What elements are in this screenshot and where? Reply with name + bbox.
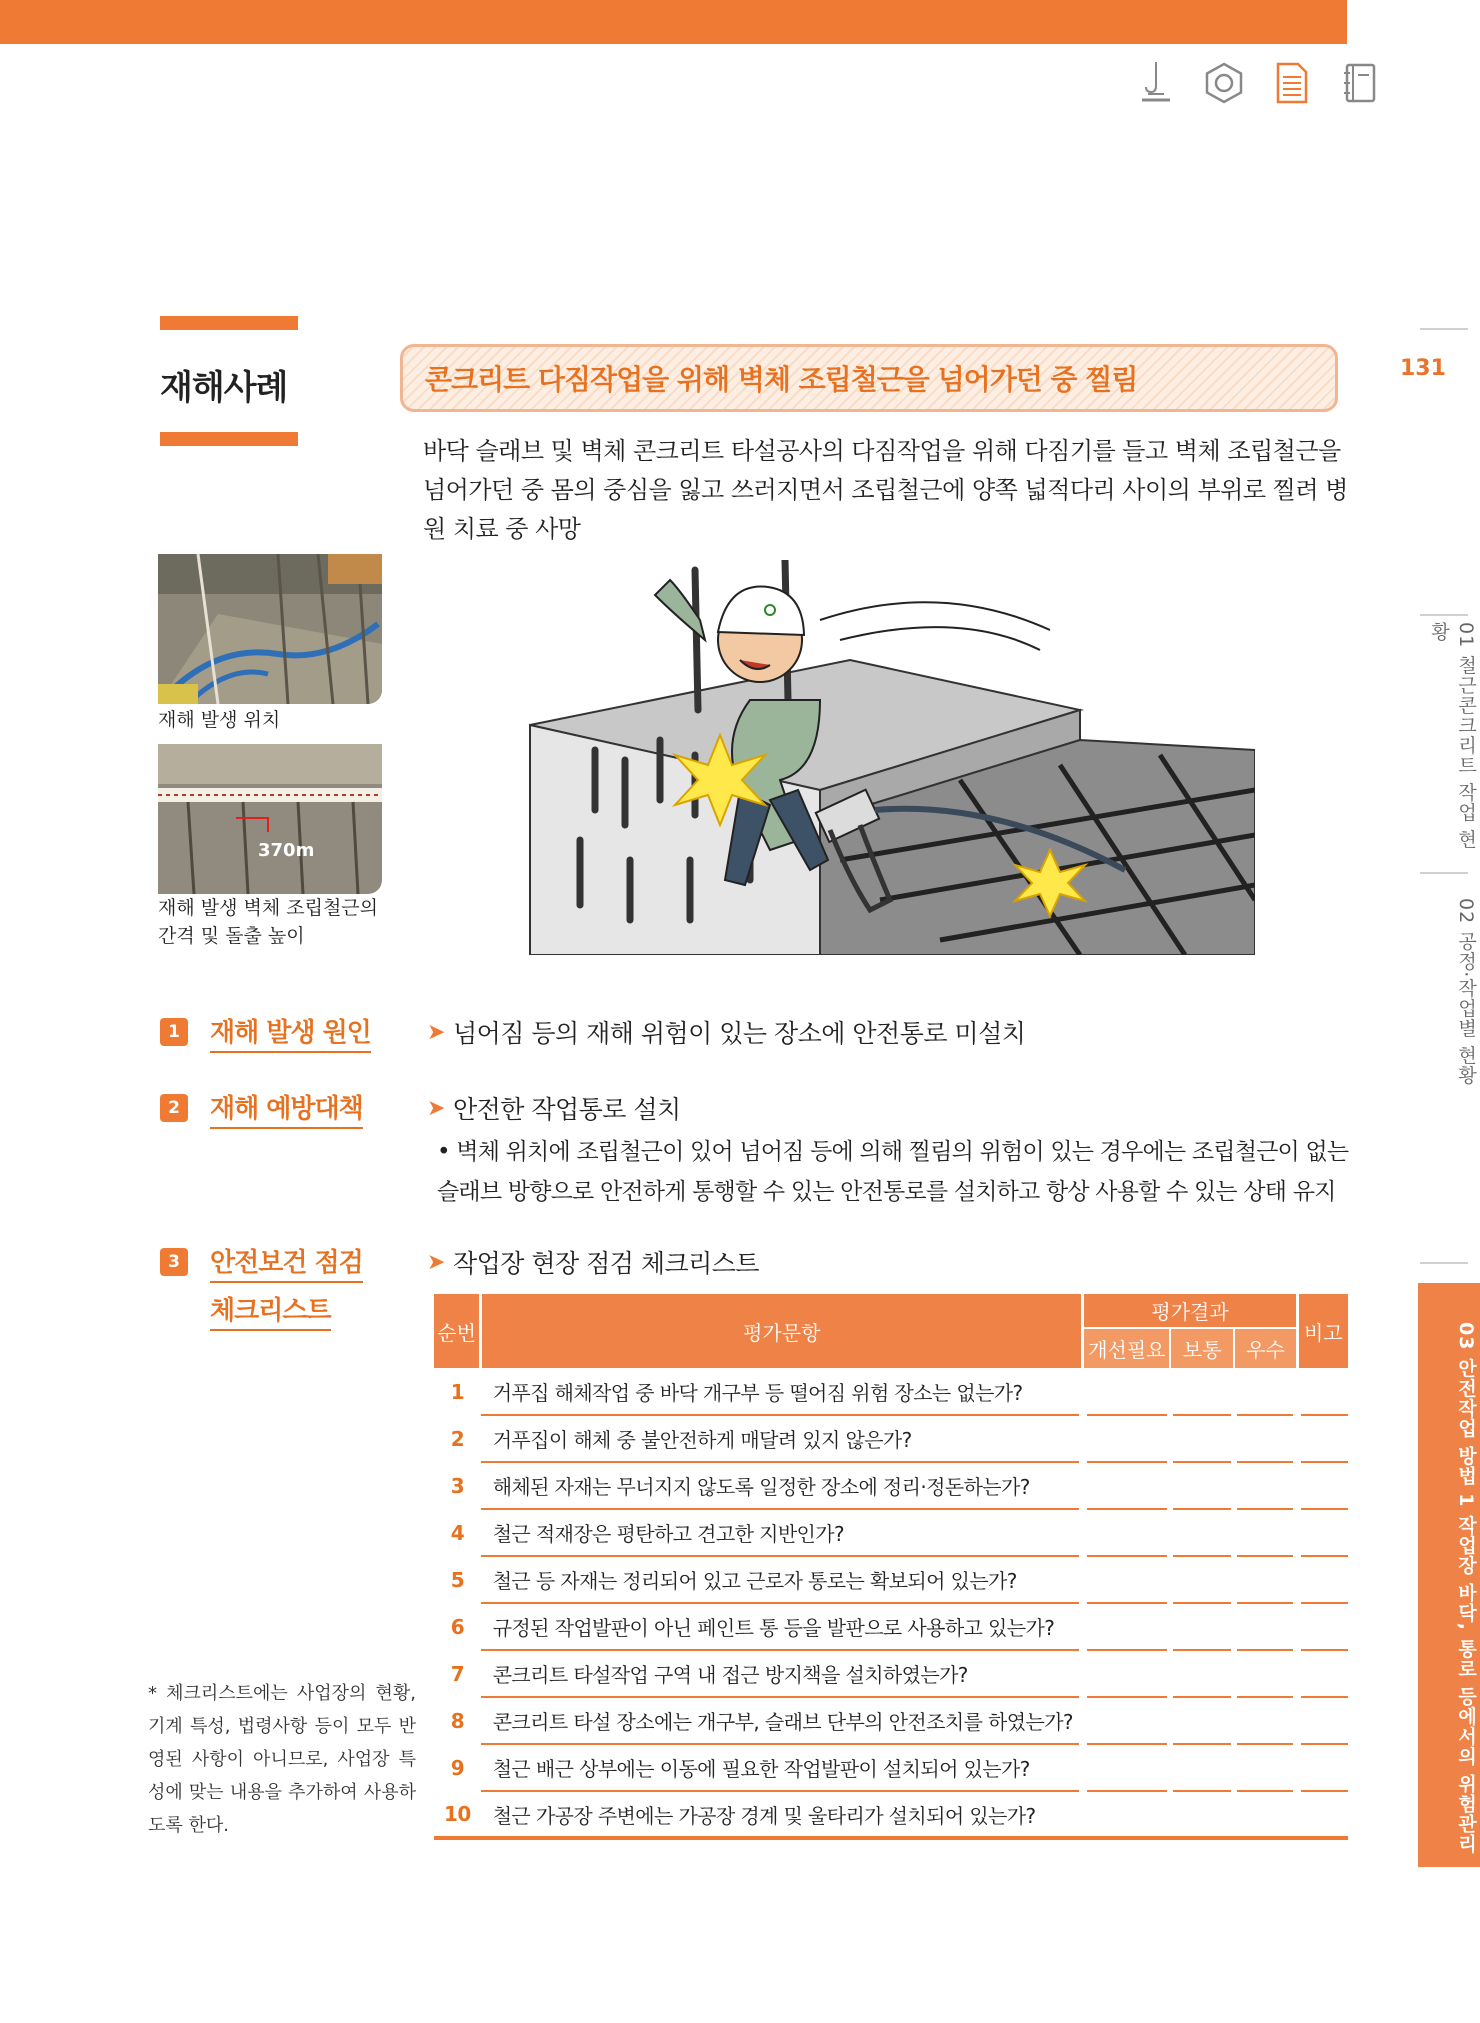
checkbox-needs-improvement[interactable] — [1083, 1791, 1170, 1838]
header-result: 평가결과 — [1083, 1294, 1297, 1328]
row-number: 7 — [450, 1661, 465, 1686]
row-question: 해체된 자재는 무너지지 않도록 일정한 장소에 정리·정돈하는가? — [481, 1462, 1083, 1509]
checkbox-good[interactable] — [1234, 1697, 1297, 1744]
accident-illustration — [520, 560, 1255, 955]
checkbox-normal[interactable] — [1170, 1650, 1234, 1697]
checkbox-needs-improvement[interactable] — [1083, 1509, 1170, 1556]
row-number: 10 — [434, 1791, 481, 1838]
remark-cell[interactable] — [1297, 1603, 1348, 1650]
document-icon — [1269, 60, 1315, 106]
chevron-right-icon: ➤ — [427, 1095, 445, 1121]
checkbox-good[interactable] — [1234, 1462, 1297, 1509]
checkbox-normal[interactable] — [1170, 1791, 1234, 1838]
section-number-1: 1 — [160, 1018, 188, 1046]
header-good: 우수 — [1234, 1328, 1297, 1368]
chevron-right-icon: ➤ — [427, 1019, 445, 1045]
section-label-checklist-line2: 체크리스트 — [210, 1290, 331, 1331]
page-number: 131 — [1400, 356, 1446, 381]
title-bar-top — [160, 316, 298, 330]
checkbox-needs-improvement[interactable] — [1083, 1368, 1170, 1415]
prevention-text: 안전한 작업통로 설치 — [452, 1095, 681, 1124]
headline-box — [400, 344, 1338, 412]
table-row — [434, 1415, 1348, 1462]
checkbox-normal[interactable] — [1170, 1603, 1234, 1650]
measurement-label: 370m — [258, 840, 315, 861]
header-icon-group — [1133, 60, 1383, 106]
row-number: 4 — [450, 1520, 465, 1545]
remark-cell[interactable] — [1297, 1744, 1348, 1791]
row-number: 1 — [450, 1379, 465, 1404]
prevention-bullet-text: 벽체 위치에 조립철근이 있어 넘어짐 등에 의해 찔림의 위험이 있는 경우에는 조립철근이 없는 슬래브 방향으로 안전하게 통행할 수 있는 안전통로를 설치하고 항상 사용할 수 있는 상태 유지 — [437, 1139, 1349, 1205]
checkbox-good[interactable] — [1234, 1415, 1297, 1462]
row-number: 2 — [450, 1426, 465, 1451]
prevention-line — [427, 1090, 681, 1126]
header-normal: 보통 — [1170, 1328, 1234, 1368]
photo-caption: 재해 발생 위치 — [158, 709, 281, 731]
table-row — [434, 1791, 1348, 1838]
notebook-icon — [1337, 60, 1383, 106]
top-accent-bar — [0, 0, 1347, 44]
side-tab-01[interactable]: 01 철근콘크리트 작업 현황 — [1428, 622, 1477, 850]
checkbox-good[interactable] — [1234, 1650, 1297, 1697]
chevron-right-icon: ➤ — [427, 1249, 445, 1275]
remark-cell[interactable] — [1297, 1368, 1348, 1415]
checkbox-normal[interactable] — [1170, 1697, 1234, 1744]
hex-nut-icon — [1201, 60, 1247, 106]
section-label-checklist-line1: 안전보건 점검 — [210, 1242, 363, 1283]
row-number: 3 — [450, 1473, 465, 1498]
row-question: 철근 등 자재는 정리되어 있고 근로자 통로는 확보되어 있는가? — [481, 1556, 1083, 1603]
table-row — [434, 1509, 1348, 1556]
side-divider — [1420, 872, 1468, 874]
photo-caption: 재해 발생 벽체 조립철근의 간격 및 돌출 높이 — [158, 897, 379, 947]
remark-cell[interactable] — [1297, 1509, 1348, 1556]
checkbox-normal[interactable] — [1170, 1509, 1234, 1556]
row-question: 철근 적재장은 평탄하고 견고한 지반인가? — [481, 1509, 1083, 1556]
checkbox-good[interactable] — [1234, 1603, 1297, 1650]
remark-cell[interactable] — [1297, 1697, 1348, 1744]
remark-cell[interactable] — [1297, 1462, 1348, 1509]
row-question: 콘크리트 타설 장소에는 개구부, 슬래브 단부의 안전조치를 하였는가? — [481, 1697, 1083, 1744]
checkbox-needs-improvement[interactable] — [1083, 1556, 1170, 1603]
checkbox-needs-improvement[interactable] — [1083, 1744, 1170, 1791]
accident-location-photo — [158, 554, 382, 704]
table-row — [434, 1744, 1348, 1791]
prevention-bullet — [437, 1132, 1357, 1212]
header-num: 순번 — [434, 1294, 481, 1368]
section-number-2: 2 — [160, 1094, 188, 1122]
rebar-spacing-photo — [158, 744, 382, 894]
section-label-prevention: 재해 예방대책 — [210, 1088, 363, 1129]
row-question: 규정된 작업발판이 아닌 페인트 통 등을 발판으로 사용하고 있는가? — [481, 1603, 1083, 1650]
remark-cell[interactable] — [1297, 1556, 1348, 1603]
header-remark: 비고 — [1297, 1294, 1348, 1368]
checklist-note: * 체크리스트에는 사업장의 현황, 기계 특성, 법령사항 등이 모두 반영된 사항이 아니므로, 사업장 특성에 맞는 내용을 추가하여 사용하도록 한다. — [148, 1683, 416, 1836]
row-question: 철근 배근 상부에는 이동에 필요한 작업발판이 설치되어 있는가? — [481, 1744, 1083, 1791]
checkbox-good[interactable] — [1234, 1744, 1297, 1791]
side-tab-03-active[interactable]: 03 안전작업 방법 1 작업장 바닥, 통로 등에서의 위험관리 — [1418, 1283, 1480, 1867]
header-item: 평가문항 — [481, 1294, 1083, 1368]
checkbox-needs-improvement[interactable] — [1083, 1697, 1170, 1744]
row-number: 5 — [450, 1567, 465, 1592]
row-question: 콘크리트 타설작업 구역 내 접근 방지책을 설치하였는가? — [481, 1650, 1083, 1697]
intro-paragraph: 바닥 슬래브 및 벽체 콘크리트 타설공사의 다짐작업을 위해 다짐기를 들고 벽체 조립철근을 넘어가던 중 몸의 중심을 잃고 쓰러지면서 조립철근에 양쪽 넓적다리 사이의 부위로 찔려 병원 치료 중 사망 — [423, 437, 1348, 543]
side-divider — [1420, 328, 1468, 330]
row-number: 6 — [450, 1614, 465, 1639]
checkbox-good[interactable] — [1234, 1556, 1297, 1603]
checkbox-good[interactable] — [1234, 1791, 1297, 1838]
cause-line — [427, 1014, 1025, 1050]
side-divider — [1420, 614, 1468, 616]
row-question: 거푸집이 해체 중 불안전하게 매달려 있지 않은가? — [481, 1415, 1083, 1462]
crane-hook-icon — [1133, 60, 1179, 106]
cause-text: 넘어짐 등의 재해 위험이 있는 장소에 안전통로 미설치 — [452, 1019, 1026, 1048]
checkbox-good[interactable] — [1234, 1368, 1297, 1415]
row-number: 8 — [450, 1708, 465, 1733]
headline-text: 콘크리트 다짐작업을 위해 벽체 조립철근을 넘어가던 중 찔림 — [425, 363, 1138, 396]
table-row — [434, 1603, 1348, 1650]
side-tab-02[interactable]: 02 공정·작업별 현황 — [1455, 898, 1477, 1086]
section-number-3: 3 — [160, 1248, 188, 1276]
table-row — [434, 1556, 1348, 1603]
checkbox-good[interactable] — [1234, 1509, 1297, 1556]
table-row — [434, 1650, 1348, 1697]
remark-cell[interactable] — [1297, 1791, 1348, 1838]
table-row — [434, 1368, 1348, 1415]
row-number: 9 — [450, 1755, 465, 1780]
checkbox-needs-improvement[interactable] — [1083, 1415, 1170, 1462]
section-title: 재해사례 — [160, 368, 288, 408]
checkbox-normal[interactable] — [1170, 1368, 1234, 1415]
header-needs-improvement: 개선필요 — [1083, 1328, 1170, 1368]
checkbox-needs-improvement[interactable] — [1083, 1462, 1170, 1509]
checkbox-needs-improvement[interactable] — [1083, 1603, 1170, 1650]
remark-cell[interactable] — [1297, 1415, 1348, 1462]
row-question: 철근 가공장 주변에는 가공장 경계 및 울타리가 설치되어 있는가? — [481, 1791, 1083, 1838]
checkbox-normal[interactable] — [1170, 1744, 1234, 1791]
table-row — [434, 1462, 1348, 1509]
row-question: 거푸집 해체작업 중 바닥 개구부 등 떨어짐 위험 장소는 없는가? — [481, 1368, 1083, 1415]
checkbox-normal[interactable] — [1170, 1556, 1234, 1603]
section-label-cause: 재해 발생 원인 — [210, 1012, 371, 1053]
checklist-table — [434, 1294, 1348, 1840]
remark-cell[interactable] — [1297, 1650, 1348, 1697]
checklist-heading — [427, 1244, 759, 1280]
checkbox-needs-improvement[interactable] — [1083, 1650, 1170, 1697]
checklist-heading-text: 작업장 현장 점검 체크리스트 — [452, 1249, 760, 1278]
title-bar-bottom — [160, 432, 298, 446]
checkbox-normal[interactable] — [1170, 1462, 1234, 1509]
bullet-dot-icon: • — [437, 1139, 457, 1165]
table-row — [434, 1697, 1348, 1744]
checkbox-normal[interactable] — [1170, 1415, 1234, 1462]
side-divider — [1420, 1262, 1468, 1264]
